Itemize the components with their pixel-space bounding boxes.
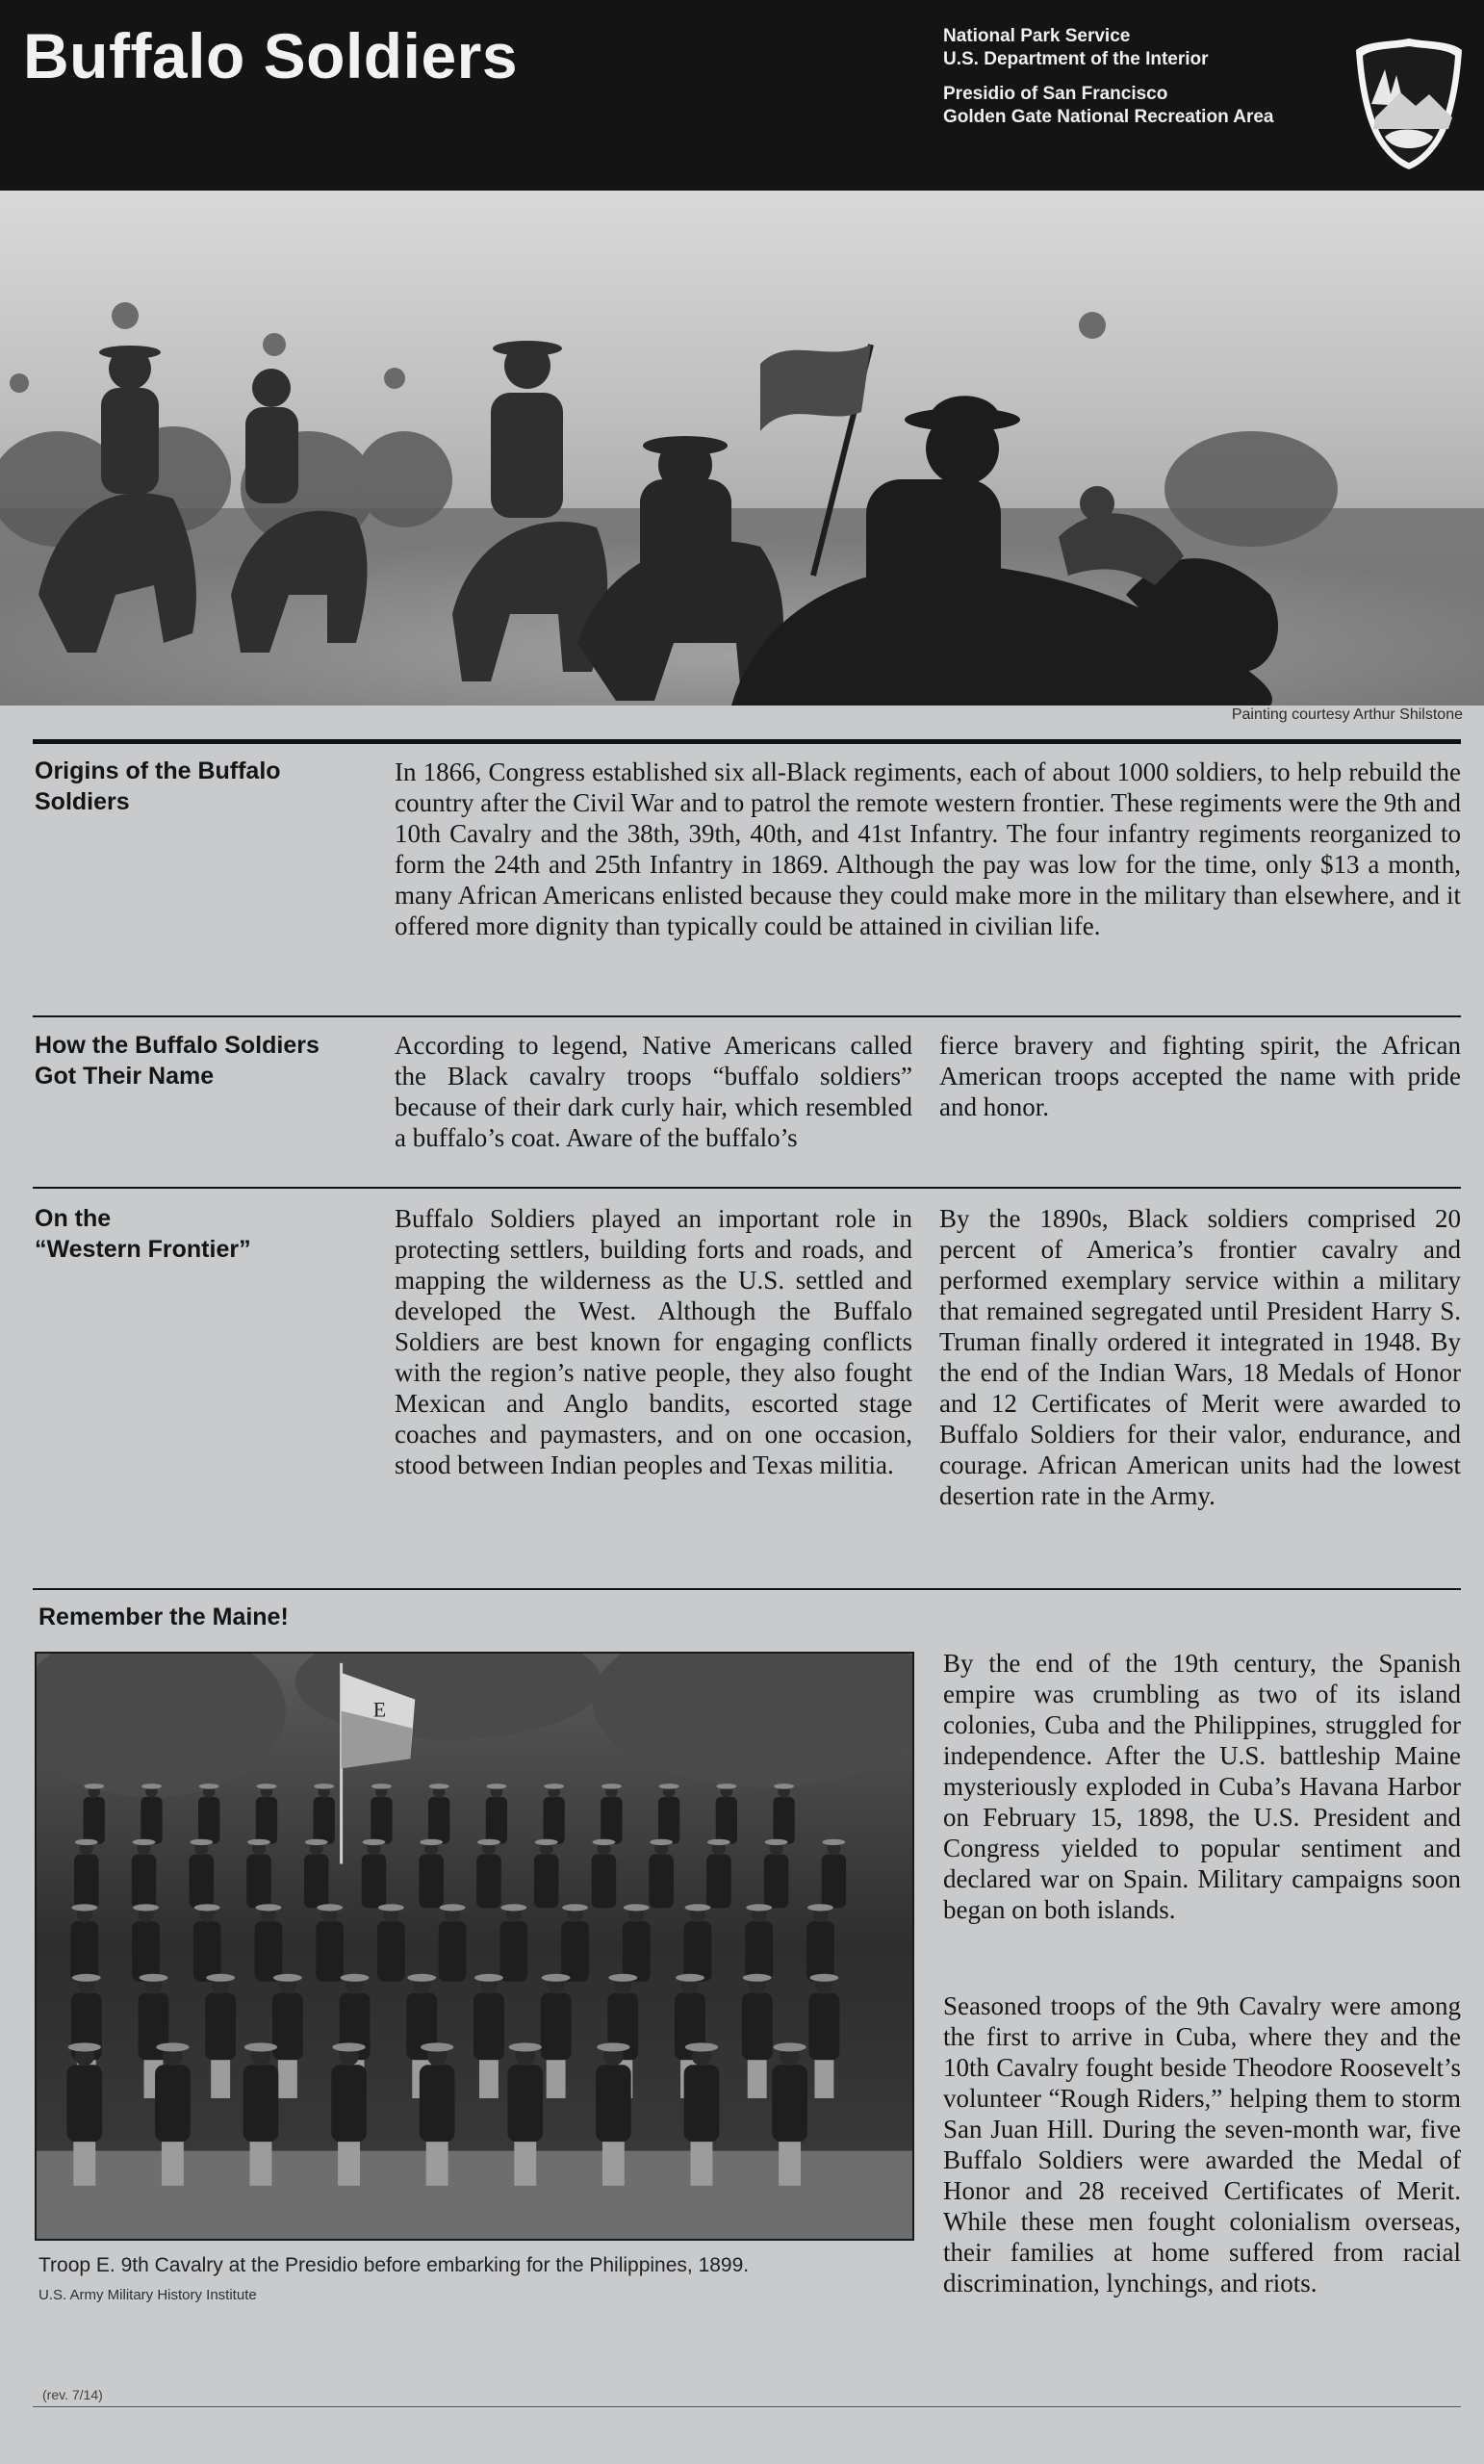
soldier-hat: [141, 1784, 162, 1789]
soldier-hat: [743, 1974, 772, 1982]
soldier-body: [190, 1855, 214, 1909]
department-name: U.S. Department of the Interior: [943, 49, 1209, 69]
soldier-legs: [602, 2142, 625, 2186]
soldier-body: [377, 1921, 405, 1982]
soldier-hat: [194, 1904, 220, 1911]
soldier-hat: [273, 1974, 302, 1982]
soldier-body: [256, 1797, 277, 1844]
origins-heading-line1: Origins of the Buffalo: [35, 757, 281, 784]
soldier-hat: [247, 1839, 270, 1845]
soldier-hat: [685, 1904, 711, 1911]
agency-block: [943, 25, 1209, 71]
frontier-column-1: Buffalo Soldiers played an important role in protecting settlers, building forts and roads, and mapping the wilderness as the U.S. settled and developed the West. Although the Buffalo Soldiers are best known for engaging conflicts with the region’s native people, they also fought Mexican and Anglo bandits, escorted stage coaches and paymasters, and on one occasion, stood between Indian peoples and Texas militia.: [395, 1204, 912, 1479]
soldier-hat: [378, 1904, 404, 1911]
soldier-body: [486, 1797, 507, 1844]
soldier-hat: [156, 2042, 189, 2051]
soldier-hat: [542, 1974, 571, 1982]
maine-paragraph-2: Seasoned troops of the 9th Cavalry were among the first to arrive in Cuba, where they and the 10th Cavalry fought beside Theodore Roosevelt’s volunteer “Rough Riders,” helping them to storm San Juan Hill. During the seven-month war, five Buffalo Soldiers were awarded the Medal of Honor and 28 received Certificates of Merit. While these men fought colonialism overseas, their families at home suffered from racial discrimination, lynchings, and riots.: [943, 1991, 1461, 2297]
soldier-hat: [71, 1904, 97, 1911]
soldier-body: [316, 1921, 344, 1982]
soldier-body: [419, 1855, 443, 1909]
flag-letter: E: [372, 1698, 387, 1722]
soldier-body: [428, 1797, 449, 1844]
soldier-body: [205, 1993, 236, 2061]
soldier-legs: [547, 2060, 566, 2098]
soldier-body: [420, 2065, 455, 2142]
soldier-body: [70, 1921, 98, 1982]
soldier-hat: [371, 1784, 392, 1789]
soldier-body: [541, 1993, 572, 2061]
soldier-hat: [68, 2042, 101, 2051]
soldier-hat: [676, 1974, 704, 1982]
soldier-legs: [691, 2142, 713, 2186]
cavalry-charge-painting: [0, 191, 1484, 706]
soldier-legs: [748, 2060, 767, 2098]
soldier-hat: [421, 2042, 453, 2051]
soldier-hat: [659, 1784, 679, 1789]
frontier-heading-line1: On the: [35, 1205, 112, 1232]
soldier-body: [74, 1855, 98, 1909]
frontier-heading-line2: “Western Frontier”: [35, 1236, 251, 1263]
soldier-body: [132, 1855, 156, 1909]
park-name: Presidio of San Francisco: [943, 84, 1168, 104]
soldier-hat: [624, 1904, 650, 1911]
soldier-hat: [190, 1839, 213, 1845]
soldier-body: [822, 1855, 846, 1909]
soldier-body: [534, 1855, 558, 1909]
soldier-body: [649, 1855, 673, 1909]
soldier-hat: [305, 1839, 328, 1845]
section-divider: [33, 1588, 1461, 1590]
name-origin-heading-line1: How the Buffalo Soldiers: [35, 1032, 320, 1059]
soldier-body: [623, 1921, 651, 1982]
footer-divider: [33, 2406, 1461, 2407]
soldier-body: [596, 2065, 631, 2142]
soldier-hat: [809, 1974, 838, 1982]
soldier-body: [806, 1921, 834, 1982]
origins-heading-line2: Soldiers: [35, 788, 130, 815]
soldier-hat: [244, 2042, 277, 2051]
soldier-hat: [75, 1839, 98, 1845]
soldier-hat: [601, 1784, 622, 1789]
soldier-body: [742, 1993, 773, 2061]
soldier-hat: [72, 1974, 101, 1982]
soldier-hat: [765, 1839, 788, 1845]
section-divider: [33, 1187, 1461, 1189]
badge-text-service: SERVICE: [1408, 74, 1443, 83]
nps-arrowhead-logo: [1352, 37, 1466, 171]
soldier-legs: [479, 2060, 499, 2098]
soldier-hat: [746, 1904, 772, 1911]
soldier-body: [304, 1855, 328, 1909]
soldier-body: [773, 1797, 794, 1844]
maine-paragraph-1: By the end of the 19th century, the Spanish empire was crumbling as two of its island colonies, Cuba and the Philippines, struggled for independence. After the U.S. battleship Maine mysteriously exploded in Cuba’s Havana Harbor on February 15, 1898, the U.S. President and Congress yielded to popular sentiment and declared war on Spain. Military campaigns soon began on both islands.: [943, 1649, 1461, 1924]
soldier-body: [706, 1855, 730, 1909]
soldier-legs: [162, 2142, 184, 2186]
soldier-body: [255, 1921, 283, 1982]
soldier-hat: [608, 1974, 637, 1982]
origins-paragraph: In 1866, Congress established six all-Black regiments, each of about 1000 soldiers, to help rebuild the country after the Civil War and to patrol the remote western frontier. These regiments were the 9th and 10th Cavalry and the 38th, 39th, 40th, and 41st Infantry. The four infantry regiments reorganized to form the 24th and 25th Infantry in 1869. Although the pay was low for the time, only $13 a month, many African Americans enlisted because they could make more in the military than elsewhere, and it offered more dignity than typically could be attained in civilian life.: [395, 757, 1461, 940]
soldier-body: [543, 1797, 564, 1844]
soldier-body: [314, 1797, 335, 1844]
soldier-body: [272, 1993, 303, 2061]
soldier-hat: [500, 1904, 526, 1911]
soldier-hat: [199, 1784, 219, 1789]
soldier-hat: [474, 1974, 503, 1982]
soldier-hat: [407, 1974, 436, 1982]
name-origin-heading-line2: Got Their Name: [35, 1063, 215, 1090]
soldier-hat: [486, 1784, 506, 1789]
soldier-body: [684, 1921, 712, 1982]
soldier-hat: [535, 1839, 558, 1845]
section-divider: [33, 739, 1461, 744]
soldier-legs: [250, 2142, 272, 2186]
soldier-body: [439, 1921, 467, 1982]
soldier-body: [476, 1855, 500, 1909]
painting-credit: Painting courtesy Arthur Shilstone: [1231, 706, 1463, 723]
soldier-legs: [514, 2142, 536, 2186]
soldier-hat: [685, 2042, 718, 2051]
soldier-hat: [822, 1839, 845, 1845]
soldier-legs: [73, 2142, 95, 2186]
park-block: [943, 83, 1274, 129]
soldier-legs: [426, 2142, 448, 2186]
soldier-hat: [773, 2042, 806, 2051]
soldier-body: [808, 1993, 839, 2061]
soldier-hat: [544, 1784, 564, 1789]
soldier-body: [764, 1855, 788, 1909]
soldier-body: [155, 2065, 191, 2142]
soldier-hat: [133, 1904, 159, 1911]
name-origin-column-2: fierce bravery and fighting spirit, the African American troops accepted the name with pride and honor.: [939, 1031, 1461, 1121]
soldier-hat: [477, 1839, 500, 1845]
soldier-hat: [716, 1784, 736, 1789]
agency-name: National Park Service: [943, 26, 1131, 46]
soldier-hat: [84, 1784, 104, 1789]
soldier-hat: [133, 1839, 156, 1845]
soldier-body: [141, 1797, 162, 1844]
soldier-hat: [429, 1784, 449, 1789]
soldier-legs: [278, 2060, 297, 2098]
soldier-body: [473, 1993, 504, 2061]
soldier-body: [561, 1921, 589, 1982]
soldier-body: [684, 2065, 720, 2142]
soldier-body: [193, 1921, 221, 1982]
soldier-hat: [650, 1839, 673, 1845]
badge-text-national: NATIONAL: [1405, 55, 1446, 64]
soldier-body: [716, 1797, 737, 1844]
soldier-body: [592, 1855, 616, 1909]
soldier-hat: [256, 1904, 282, 1911]
soldier-hat: [440, 1904, 466, 1911]
page-title: Buffalo Soldiers: [23, 20, 519, 91]
soldier-body: [507, 2065, 543, 2142]
soldier-legs: [211, 2060, 230, 2098]
soldier-legs: [338, 2142, 360, 2186]
masthead: [0, 0, 1484, 191]
soldier-hat: [332, 2042, 365, 2051]
soldier-body: [66, 2065, 102, 2142]
soldier-body: [198, 1797, 219, 1844]
soldier-hat: [314, 1784, 334, 1789]
soldier-hat: [562, 1904, 588, 1911]
soldier-hat: [256, 1784, 276, 1789]
badge-text-park: PARK: [1414, 64, 1437, 73]
soldier-hat: [597, 2042, 629, 2051]
recreation-area-name: Golden Gate National Recreation Area: [943, 107, 1274, 127]
soldier-body: [601, 1797, 622, 1844]
soldier-body: [745, 1921, 773, 1982]
soldier-legs: [814, 2060, 833, 2098]
soldier-legs: [779, 2142, 801, 2186]
name-origin-heading: [35, 1030, 320, 1091]
soldier-hat: [420, 1839, 443, 1845]
soldier-body: [132, 1921, 160, 1982]
soldier-hat: [317, 1904, 343, 1911]
photo-credit: U.S. Army Military History Institute: [38, 2287, 257, 2303]
name-origin-column-1: According to legend, Native Americans called the Black cavalry troops “buffalo soldiers” because of their dark curly hair, which resembled a buffalo’s coat. Aware of the buffalo’s: [395, 1031, 912, 1152]
soldier-body: [331, 2065, 367, 2142]
soldier-body: [658, 1797, 679, 1844]
photo-caption: Troop E. 9th Cavalry at the Presidio before embarking for the Philippines, 1899.: [38, 2254, 750, 2276]
soldier-hat: [363, 1839, 386, 1845]
soldier-hat: [509, 2042, 542, 2051]
soldier-body: [84, 1797, 105, 1844]
frontier-heading: [35, 1203, 251, 1265]
soldier-hat: [206, 1974, 235, 1982]
soldier-body: [243, 2065, 279, 2142]
soldier-body: [362, 1855, 386, 1909]
soldier-hat: [140, 1974, 168, 1982]
frontier-column-2: By the 1890s, Black soldiers comprised 20 percent of America’s frontier cavalry and performed exemplary service within a military that remained segregated until President Harry S. Truman finally ordered it integrated in 1948. By the end of the Indian Wars, 18 Medals of Honor and 12 Certificates of Merit were awarded to Buffalo Soldiers for their valor, endurance, and courage. African American units had the lowest desertion rate in the Army.: [939, 1204, 1461, 1510]
soldier-body: [499, 1921, 527, 1982]
soldier-hat: [707, 1839, 730, 1845]
maine-heading: Remember the Maine!: [38, 1604, 289, 1630]
soldier-body: [371, 1797, 392, 1844]
soldier-hat: [592, 1839, 615, 1845]
soldier-hat: [774, 1784, 794, 1789]
section-divider: [33, 1015, 1461, 1017]
revision-note: (rev. 7/14): [42, 2387, 103, 2402]
soldier-hat: [341, 1974, 370, 1982]
origins-heading: [35, 756, 281, 817]
soldier-body: [772, 2065, 807, 2142]
soldier-body: [246, 1855, 270, 1909]
troop-e-group-photo: [35, 1652, 914, 2241]
soldier-hat: [807, 1904, 833, 1911]
